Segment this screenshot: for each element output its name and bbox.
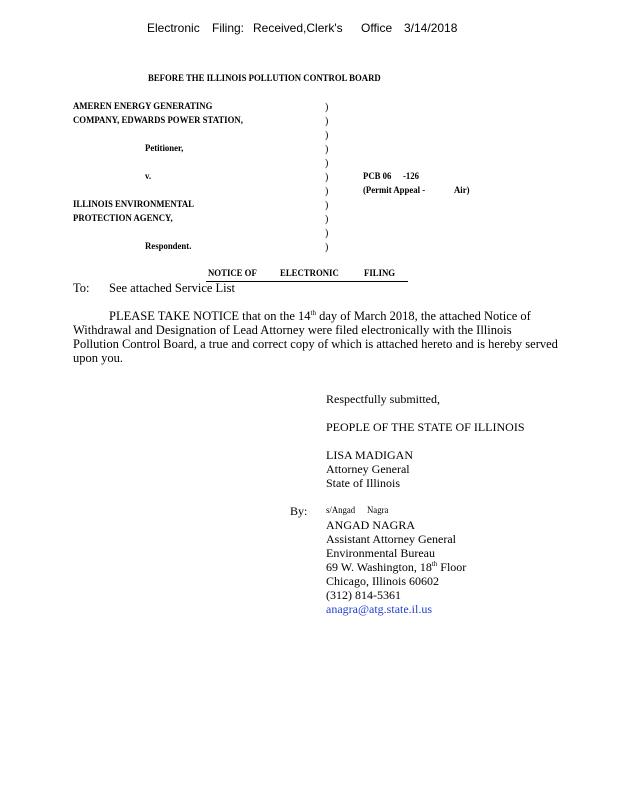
versus: v. [145, 172, 152, 182]
phone: (312) 814-5361 [326, 588, 401, 602]
by-label: By: [290, 504, 308, 518]
ordinal-suffix: th [431, 560, 438, 568]
header-received: Received,Clerk's [253, 21, 343, 35]
board-title: BEFORE THE ILLINOIS POLLUTION CONTROL BOARD [148, 74, 381, 84]
to-label: To: [73, 281, 90, 295]
notice-title-underline [206, 281, 408, 282]
petitioner-line1: AMEREN ENERGY GENERATING [73, 102, 213, 112]
notice-title-w3: FILING [364, 269, 396, 279]
respondent-line1: ILLINOIS ENVIRONMENTAL [73, 200, 195, 210]
body-line2: Withdrawal and Designation of Lead Attorney were filed electronically with the Illinois [73, 323, 512, 337]
electronic-signature-b: Nagra [367, 506, 389, 516]
address: 69 W. Washington, 18th Floor [326, 560, 467, 574]
body-line4: upon you. [73, 351, 123, 365]
respondent-role: Respondent. [145, 242, 192, 252]
caption-paren: ) [325, 242, 329, 253]
caption-paren: ) [325, 200, 329, 211]
closing: Respectfully submitted, [326, 392, 440, 406]
petitioner-role: Petitioner, [145, 144, 184, 154]
body-line1: PLEASE TAKE NOTICE that on the 14th day of March 2018, the attached Notice of [109, 308, 531, 323]
caption-paren: ) [325, 102, 329, 113]
notice-title-w2: ELECTRONIC [280, 269, 339, 279]
notice-title-w1: NOTICE OF [208, 269, 257, 279]
header-filing: Filing: [212, 21, 245, 35]
ag-state: State of Illinois [326, 476, 400, 490]
case-pcb: PCB 06 [363, 172, 392, 182]
email-link[interactable]: anagra@atg.state.il.us [326, 602, 433, 616]
caption-paren: ) [325, 172, 329, 183]
header-office: Office [361, 21, 393, 35]
respondent-line2: PROTECTION AGENCY, [73, 214, 173, 224]
ag-title: Attorney General [326, 462, 410, 476]
body-line3: Pollution Control Board, a true and correct copy of which is attached hereto and is hereby served [73, 337, 558, 351]
caption-paren: ) [325, 116, 329, 127]
city: Chicago, Illinois 60602 [326, 574, 439, 588]
to-value: See attached Service List [109, 281, 235, 295]
caption-paren: ) [325, 186, 329, 197]
attorney-title: Assistant Attorney General [326, 532, 456, 546]
caption-paren: ) [325, 130, 329, 141]
caption-paren: ) [325, 158, 329, 169]
electronic-signature: s/Angad [326, 506, 356, 516]
petitioner-line2: COMPANY, EDWARDS POWER STATION, [73, 116, 243, 126]
caption-paren: ) [325, 144, 329, 155]
ag-name: LISA MADIGAN [326, 448, 413, 462]
caption-paren: ) [325, 228, 329, 239]
header-electronic: Electronic [147, 21, 200, 35]
header-date: 3/14/2018 [404, 21, 458, 35]
case-type-b: Air) [454, 186, 470, 196]
people-of-illinois: PEOPLE OF THE STATE OF ILLINOIS [326, 420, 525, 434]
case-number: -126 [403, 172, 420, 182]
bureau: Environmental Bureau [326, 546, 435, 560]
attorney-name: ANGAD NAGRA [326, 518, 415, 532]
ordinal-suffix: th [310, 308, 316, 317]
case-type-a: (Permit Appeal - [363, 186, 426, 196]
caption-paren: ) [325, 214, 329, 225]
